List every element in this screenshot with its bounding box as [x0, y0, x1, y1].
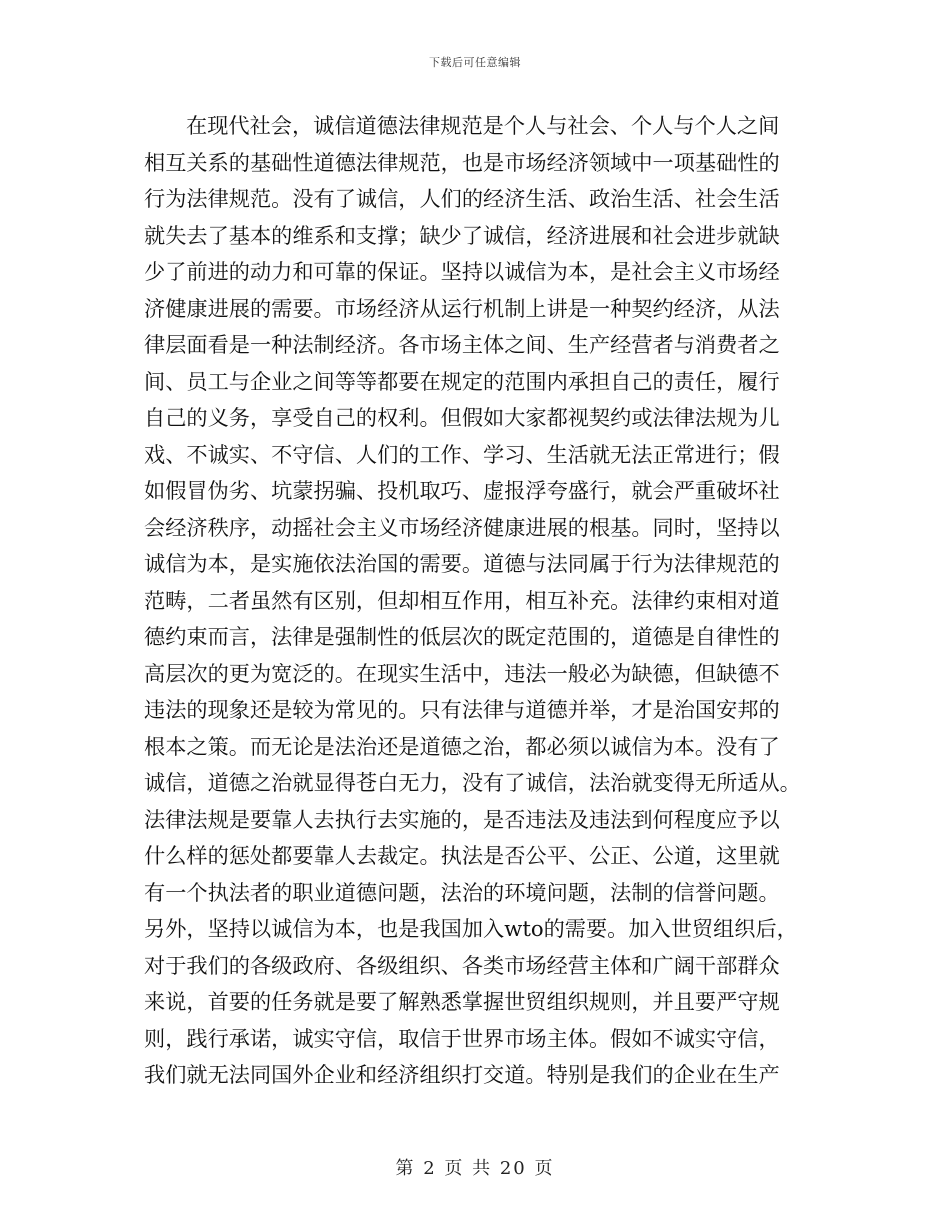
text-line: 法律法规是要靠人去执行去实施的，是否违法及违法到何程度应予以	[144, 806, 780, 832]
text-line: 根本之策。而无论是法治还是道德之治，都必须以诚信为本。没有了	[144, 733, 780, 759]
text-line: 对于我们的各级政府、各级组织、各类市场经营主体和广阔干部群众	[144, 952, 780, 978]
text-line: 相互关系的基础性道德法律规范，也是市场经济领域中一项基础性的	[144, 149, 780, 175]
text-line: 违法的现象还是较为常见的。只有法律与道德并举，才是治国安邦的	[144, 697, 780, 722]
text-line: 范畴，二者虽然有区别，但却相互作用，相互补充。法律约束相对道	[144, 587, 780, 613]
text-line: 有一个执法者的职业道德问题，法治的环境问题，法制的信誉问题。	[144, 879, 780, 905]
page-header: 下载后可任意编辑	[429, 56, 521, 69]
text-line: 我们就无法同国外企业和经济组织打交道。特别是我们的企业在生产	[144, 1062, 780, 1087]
text-line: 间、员工与企业之间等等都要在规定的范围内承担自己的责任，履行	[144, 368, 780, 394]
text-line: 律层面看是一种法制经济。各市场主体之间、生产经营者与消费者之	[144, 332, 780, 357]
text-line: 行为法律规范。没有了诚信，人们的经济生活、政治生活、社会生活	[144, 186, 780, 211]
text-line: 济健康进展的需要。市场经济从运行机制上讲是一种契约经济，从法	[144, 295, 780, 321]
text-line: 高层次的更为宽泛的。在现实生活中，违法一般必为缺德，但缺德不	[144, 660, 780, 686]
text-line: 则，践行承诺，诚实守信，取信于世界市场主体。假如不诚实守信，	[144, 1025, 780, 1051]
document-body	[144, 108, 808, 1094]
text-line: 如假冒伪劣、坑蒙拐骗、投机取巧、虚报浮夸盛行，就会严重破坏社	[144, 478, 780, 503]
text-line: 来说，首要的任务就是要了解熟悉掌握世贸组织规则，并且要严守规	[144, 989, 780, 1014]
text-line: 什么样的惩处都要靠人去裁定。执法是否公平、公正、公道，这里就	[144, 843, 780, 868]
text-line: 自己的义务，享受自己的权利。但假如大家都视契约或法律法规为儿	[144, 405, 780, 430]
text-line: 就失去了基本的维系和支撑；缺少了诚信，经济进展和社会进步就缺	[144, 222, 780, 248]
text-line: 另外，坚持以诚信为本，也是我国加入wto的需要。加入世贸组织后，	[144, 916, 798, 941]
text-line: 在现代社会，诚信道德法律规范是个人与社会、个人与个人之间	[186, 113, 780, 138]
text-line: 会经济秩序，动摇社会主义市场经济健康进展的根基。同时，坚持以	[144, 514, 780, 540]
text-line: 诚信，道德之治就显得苍白无力，没有了诚信，法治就变得无所适从。	[144, 770, 801, 795]
text-line: 少了前进的动力和可靠的保证。坚持以诚信为本，是社会主义市场经	[144, 259, 780, 284]
text-line: 戏、不诚实、不守信、人们的工作、学习、生活就无法正常进行；假	[144, 441, 780, 467]
text-line: 德约束而言，法律是强制性的低层次的既定范围的，道德是自律性的	[144, 624, 780, 649]
page-number-footer: 第 2 页 共 20 页	[395, 1158, 555, 1179]
text-line: 诚信为本，是实施依法治国的需要。道德与法同属于行为法律规范的	[144, 551, 780, 576]
